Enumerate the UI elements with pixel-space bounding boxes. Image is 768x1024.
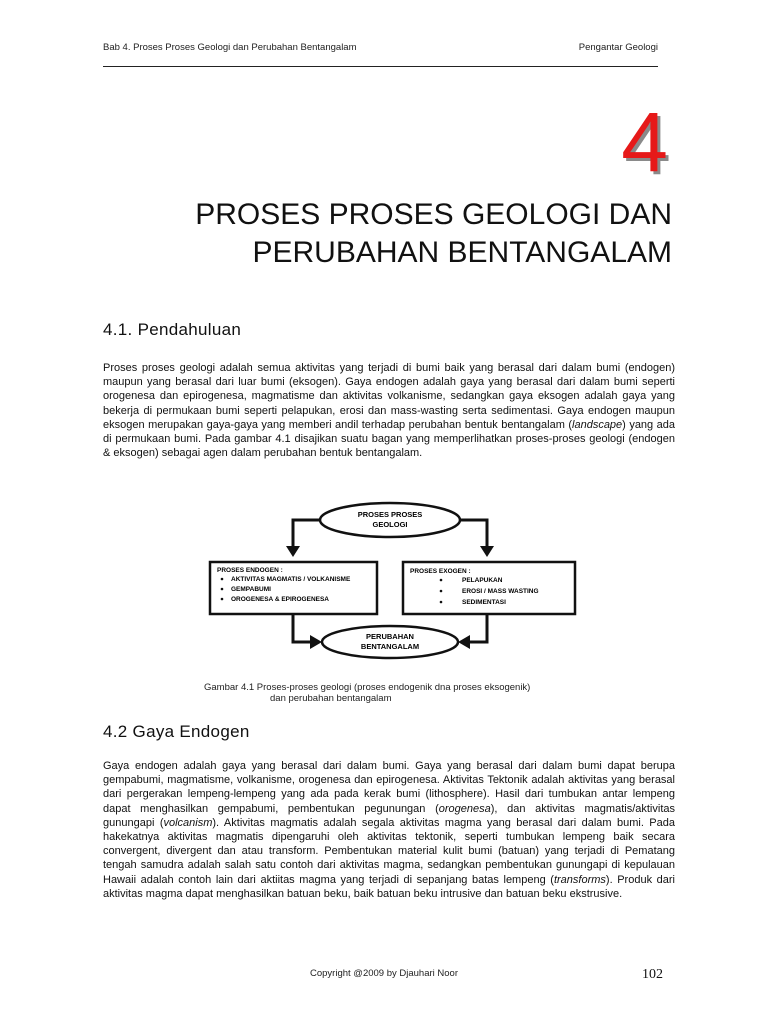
text-run: ). Aktivitas magmatis adalah segala aktivitas magma yang berasal dari dalam bumi. Pada hakekatnya aktivitas magmatis dipengaruhi oleh aktivitas tektonik, seperti tumbukan lempeng baik secara convergent, divergent dan atau transform. Pembentukan material kulit bumi (batuan) yang terjadi di Pematang tengah samudra adalah salah satu contoh dari aktivitas magma, sedangkan pembentukan gunungapi di kepulauan Hawaii adalah contoh lain dari aktiitas magma yang terjadi di sepanjang batas lempeng (	[103, 816, 675, 886]
chapter-number: 4	[621, 95, 668, 189]
geology-process-diagram	[200, 500, 580, 660]
top-label-1: PROSES PROSES	[357, 510, 423, 519]
top-label-2: GEOLOGI	[372, 520, 408, 529]
text-run: Proses proses geologi adalah semua aktivitas yang terjadi di bumi baik yang berasal dari dalam bumi (endogen) maupun yang berasal dari luar bumi (eksogen). Gaya endogen adalah gaya yang berasal dari dalam bumi seperti orogenesa dan epirogenesa, magmatisme dan aktivitas volkanisme, sedangkan gaya eksogen adalah gaya yang bekerja di permukaan bumi seperti pelapukan, erosi dan mass-wasting serta sedimentasi. Gaya endogen maupun eksogen merupakan gaya-gaya yang memberi andil terhadap perubahan bentuk bentangalam (	[103, 362, 675, 431]
caption-line-1: Gambar 4.1 Proses-proses geologi (proses endogenik dna proses eksogenik)	[204, 682, 531, 693]
arrow-down-right	[480, 546, 494, 557]
exogen-item-3: SEDIMENTASI	[462, 599, 506, 606]
connector-bottom-right	[468, 614, 487, 642]
running-header	[103, 42, 658, 53]
endogen-title: PROSES ENDOGEN :	[217, 567, 283, 574]
section-heading-gaya-endogen: 4.2 Gaya Endogen	[103, 722, 250, 741]
text-run: ), dan aktivitas magmatis/aktivitas gunungapi (	[103, 802, 675, 829]
header-divider	[103, 66, 658, 67]
header-book-title: Pengantar Geologi	[578, 42, 658, 53]
emphasis-volcanism: volcanism	[163, 816, 213, 829]
section-heading-pendahuluan: 4.1. Pendahuluan	[103, 320, 242, 339]
chapter-title-line1: PROSES PROSES GEOLOGI DAN	[195, 198, 672, 231]
header-chapter: Bab 4. Proses Proses Geologi dan Perubahan Bentangalam	[103, 42, 357, 53]
connector-top-right	[460, 520, 487, 547]
chapter-title-line2: PERUBAHAN BENTANGALAM	[252, 236, 672, 269]
paragraph-pendahuluan	[103, 361, 675, 460]
endogen-item-2: GEMPABUMI	[231, 586, 271, 593]
caption-line-2: dan perubahan bentangalam	[270, 693, 392, 704]
endogen-item-3: OROGENESA & EPIROGENESA	[231, 596, 329, 603]
arrow-right-in	[310, 635, 322, 649]
bottom-label-2: BENTANGALAM	[360, 642, 420, 651]
emphasis-orogenesa: orogenesa	[438, 802, 491, 815]
connector-bottom-left	[293, 614, 312, 642]
footer-copyright: Copyright @2009 by Djauhari Noor	[310, 968, 458, 979]
figure-caption	[204, 682, 604, 704]
page-number: 102	[642, 967, 663, 982]
bottom-label-1: PERUBAHAN	[366, 632, 414, 641]
paragraph-gaya-endogen	[103, 759, 675, 901]
emphasis-transforms: transforms	[553, 873, 606, 886]
arrow-down-left	[286, 546, 300, 557]
chapter-title	[112, 196, 672, 272]
text-run: ) yang ada di permukaan bumi. Pada gambar 4.1 disajikan suatu bagan yang memperlihatkan proses-proses geologi (endogen & eksogen) sebagai agen dalam perubahan bentuk bentangalam.	[103, 418, 676, 460]
arrow-left-in	[458, 635, 470, 649]
text-run: Gaya endogen adalah gaya yang berasal dari dalam bumi. Gaya yang berasal dari dalam bumi dapat berupa gempabumi, magmatisme, volkanisme, orogenesa dan epirogenesa. Aktivitas Tektonik adalah aktivitas yang berasal dari pergerakan lempeng-lempeng yang ada pada kerak bumi (lithosphere). Hasil dari tumbukan antar lempeng dapat menghasilkan gempabumi, pembentukan pegunungan (	[103, 760, 675, 815]
text-run: ). Produk dari aktivitas magma dapat menghasilkan batuan beku, baik batuan beku intrusive dan batuan beku ekstrusive.	[103, 873, 676, 900]
emphasis-landscape: landscape	[572, 418, 623, 431]
connector-top-left	[293, 520, 320, 547]
exogen-item-1: PELAPUKAN	[462, 577, 503, 584]
endogen-item-1: AKTIVITAS MAGMATIS / VOLKANISME	[231, 576, 351, 583]
exogen-title: PROSES EXOGEN :	[410, 568, 471, 575]
exogen-item-2: EROSI / MASS WASTING	[462, 588, 539, 595]
